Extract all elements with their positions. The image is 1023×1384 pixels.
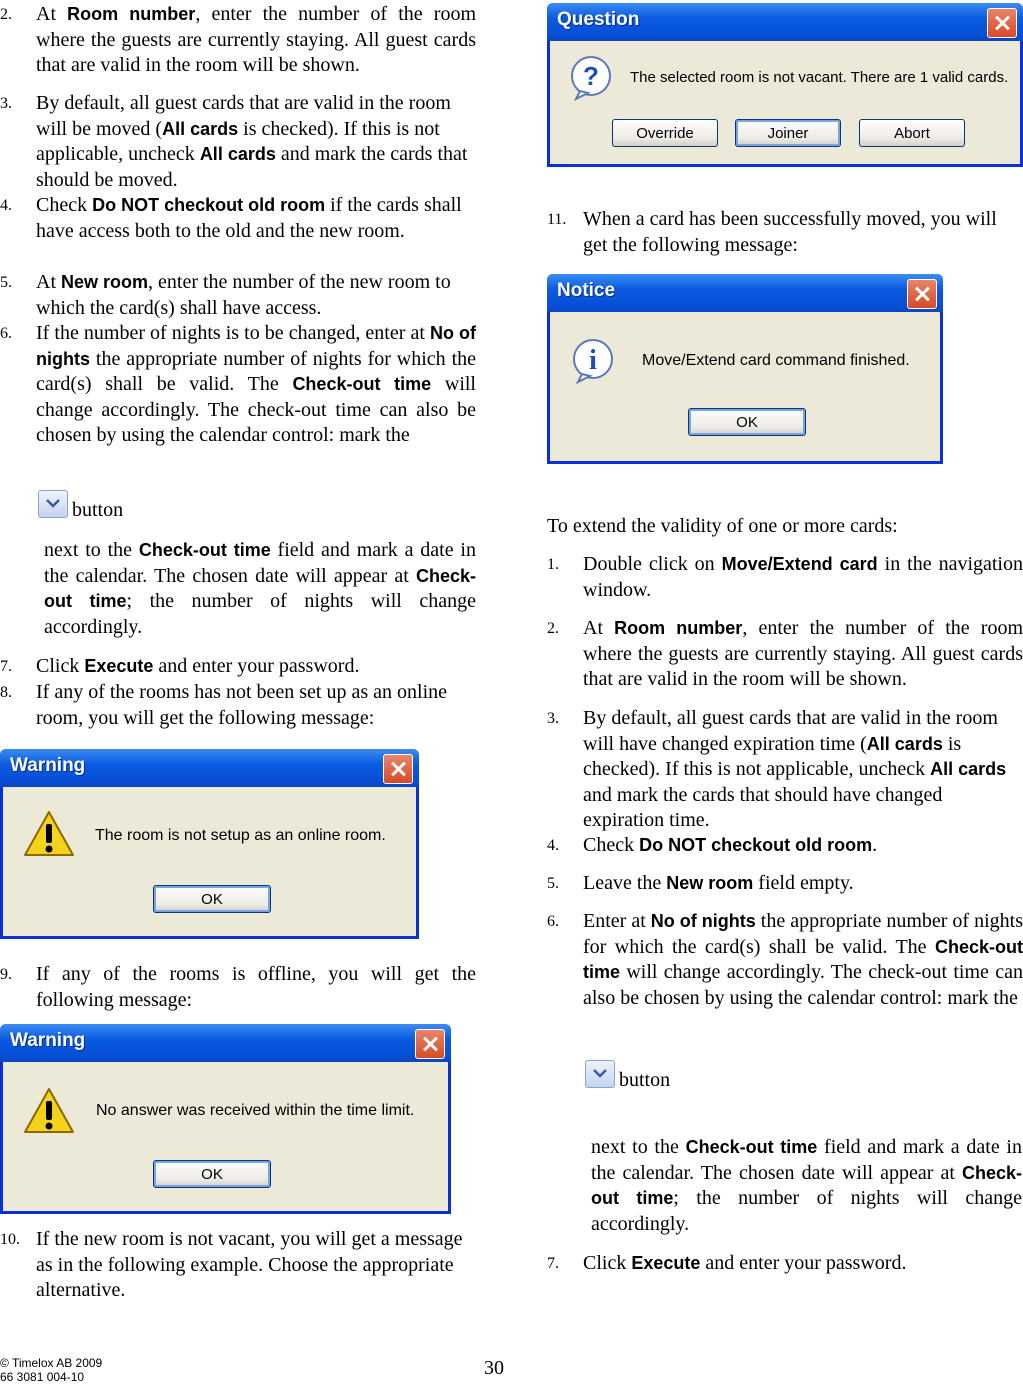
- extend-step-2: 2. At Room number, enter the number of the room where the guests are currently staying. All guest cards that are valid in the room will be shown.: [547, 617, 1023, 690]
- question-dialog-not-vacant: [547, 3, 1023, 167]
- svg-text:i: i: [589, 345, 597, 376]
- joiner-button[interactable]: Joiner: [735, 119, 841, 147]
- step-6: 6. If the number of nights is to be changed, enter at No of nights the appropriate number of nights for which the card(s) shall be valid. The Check-out time will change accordingly. The check-out time can also be chosen by using the calendar control: mark the: [0, 322, 477, 446]
- dialog-titlebar: [0, 1024, 451, 1062]
- step-9: 9. If any of the rooms is offline, you will get the following message:: [0, 963, 476, 1011]
- calendar-button-line: button: [585, 1060, 670, 1095]
- step-5: 5. At New room, enter the number of the new room to which the card(s) shall have access.: [0, 271, 451, 319]
- notice-dialog-finished: [547, 274, 943, 464]
- step-7: 7. Click Execute and enter your password.: [0, 655, 360, 677]
- calendar-button-line: button: [38, 490, 123, 525]
- footer: [0, 1356, 102, 1384]
- close-icon[interactable]: [987, 8, 1017, 38]
- calendar-dropdown-button[interactable]: [585, 1060, 615, 1088]
- dialog-message: The selected room is not vacant. There are 1 valid cards.: [630, 69, 1009, 86]
- close-icon[interactable]: [415, 1029, 445, 1059]
- document-number: 66 3081 004-10: [0, 1370, 85, 1384]
- step-11: 11. When a card has been successfully moved, you will get the following message:: [547, 208, 997, 256]
- extend-step-3: 3. By default, all guest cards that are valid in the room will have changed expiration time (All cards is checked). If this is not applicable, uncheck All cards and mark the cards that should have changed expiration time.: [547, 707, 1007, 831]
- extend-step-6: 6. Enter at No of nights the appropriate number of nights for which the card(s) shall be valid. The Check-out time will change accordingly. The check-out time can also be chosen by using the calendar control: mark the: [547, 910, 1023, 1009]
- extend-intro: To extend the validity of one or more cards:: [547, 515, 898, 537]
- close-icon[interactable]: [383, 754, 413, 784]
- extend-step-6-continued: next to the Check-out time field and mark a date in the calendar. The chosen date will appear at Check-out time; the number of nights will change accordingly.: [591, 1136, 1022, 1235]
- close-icon[interactable]: [907, 279, 937, 309]
- abort-button[interactable]: Abort: [859, 119, 965, 147]
- dropdown-arrow-icon: [46, 498, 60, 508]
- dialog-title: Notice: [557, 280, 616, 301]
- dropdown-arrow-icon: [593, 1068, 607, 1078]
- dialog-message: No answer was received within the time limit.: [96, 1102, 415, 1119]
- dialog-title: Warning: [10, 755, 86, 776]
- ok-button[interactable]: OK: [153, 885, 271, 913]
- info-icon: [570, 338, 616, 384]
- dialog-titlebar: [0, 749, 419, 787]
- dialog-message: The room is not setup as an online room.: [95, 827, 386, 844]
- override-button[interactable]: Override: [612, 119, 718, 147]
- svg-text:?: ?: [583, 61, 599, 91]
- ok-button[interactable]: OK: [153, 1160, 271, 1188]
- extend-step-4: 4. Check Do NOT checkout old room.: [547, 834, 878, 856]
- step-8: 8. If any of the rooms has not been set up as an online room, you will get the following message:: [0, 681, 448, 729]
- dialog-titlebar: [547, 274, 943, 312]
- warning-dialog-time-limit: [0, 1024, 451, 1214]
- question-icon: [568, 55, 614, 101]
- dialog-message: Move/Extend card command finished.: [642, 352, 910, 369]
- step-3: 3. By default, all guest cards that are valid in the room will be moved (All cards is checked). If this is not applicable, uncheck All cards and mark the cards that should be moved.: [0, 92, 468, 191]
- warning-icon: [23, 809, 75, 859]
- warning-icon: [23, 1086, 75, 1136]
- ok-button[interactable]: OK: [688, 408, 806, 436]
- step-6-continued: next to the Check-out time field and mark a date in the calendar. The chosen date will appear at Check-out time; the number of nights will change accordingly.: [44, 539, 476, 638]
- extend-step-5: 5. Leave the New room field empty.: [547, 872, 854, 894]
- copyright: © Timelox AB 2009: [0, 1356, 103, 1370]
- dialog-titlebar: [547, 3, 1023, 41]
- extend-step-1: 1. Double click on Move/Extend card in the navigation window.: [547, 553, 1023, 601]
- extend-step-7: 7. Click Execute and enter your password.: [547, 1252, 907, 1274]
- dialog-title: Warning: [10, 1030, 86, 1051]
- calendar-dropdown-button[interactable]: [38, 490, 68, 518]
- warning-dialog-online-room: [0, 749, 419, 939]
- dialog-title: Question: [557, 9, 640, 30]
- page-number: 30: [484, 1357, 504, 1379]
- step-10: 10. If the new room is not vacant, you will get a message as in the following example. Choose the appropriate alternative.: [0, 1228, 463, 1301]
- step-2: 2. At Room number, enter the number of the room where the guests are currently staying. All guest cards that are valid in the room will be shown.: [0, 3, 476, 76]
- step-4: 4. Check Do NOT checkout old room if the cards shall have access both to the old and the new room.: [0, 194, 462, 242]
